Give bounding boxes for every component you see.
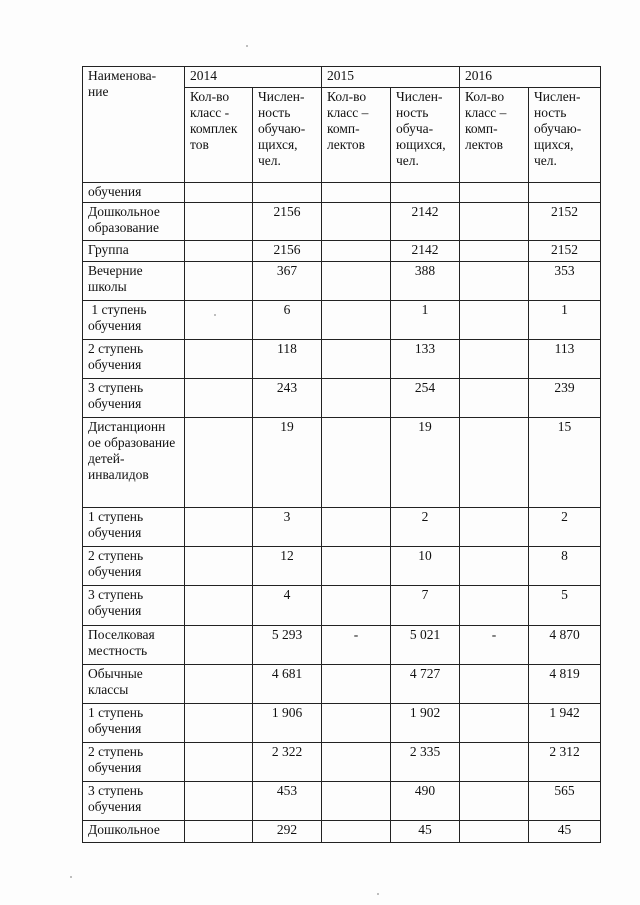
- cell: 367: [253, 262, 322, 301]
- table-row: [83, 203, 601, 241]
- row-name: Группа: [83, 241, 185, 262]
- cell: [460, 821, 529, 843]
- cell: [185, 508, 253, 547]
- cell: 2152: [529, 241, 601, 262]
- students-count-header: Числен-ность обучаю-щихся, чел.: [529, 88, 601, 183]
- row-name: 2 ступень обучения: [83, 340, 185, 379]
- cell: 1: [529, 301, 601, 340]
- cell: [460, 301, 529, 340]
- row-name: 1 ступень обучения: [83, 704, 185, 743]
- year-2016-header: 2016: [460, 67, 601, 88]
- classes-count-header: Кол-во класс – комп-лектов: [322, 88, 391, 183]
- classes-count-header: Кол-во класс – комп-лектов: [460, 88, 529, 183]
- table-row: [83, 418, 601, 508]
- cell: [460, 379, 529, 418]
- cell: [185, 301, 253, 340]
- cell: -: [460, 626, 529, 665]
- cell: [322, 379, 391, 418]
- row-name: Дистанционн ое образование детей-инвалидов: [83, 418, 185, 508]
- table-row: [83, 262, 601, 301]
- cell: 4 870: [529, 626, 601, 665]
- header-row-years: [83, 67, 601, 88]
- cell: 5 293: [253, 626, 322, 665]
- cell: 5 021: [391, 626, 460, 665]
- cell: 5: [529, 586, 601, 626]
- cell: [460, 704, 529, 743]
- cell: 2152: [529, 203, 601, 241]
- cell: 45: [529, 821, 601, 843]
- cell: 1: [391, 301, 460, 340]
- row-name: 3 ступень обучения: [83, 379, 185, 418]
- cell: 254: [391, 379, 460, 418]
- year-2015-header: 2015: [322, 67, 460, 88]
- row-name: 2 ступень обучения: [83, 547, 185, 586]
- cell: [322, 586, 391, 626]
- cell: [185, 586, 253, 626]
- header-name-cell: Наименова-ние: [83, 67, 185, 183]
- table-body: [83, 67, 601, 843]
- cell: [322, 782, 391, 821]
- year-2014-header: 2014: [185, 67, 322, 88]
- cell: 2142: [391, 203, 460, 241]
- cell: 2 335: [391, 743, 460, 782]
- table-row: [83, 704, 601, 743]
- cell: [322, 301, 391, 340]
- cell: 15: [529, 418, 601, 508]
- cell: [322, 203, 391, 241]
- cell: [322, 665, 391, 704]
- row-name: 2 ступень обучения: [83, 743, 185, 782]
- cell: [460, 183, 529, 203]
- cell: [185, 704, 253, 743]
- row-name: Обычные классы: [83, 665, 185, 704]
- cell: [391, 183, 460, 203]
- cell: 292: [253, 821, 322, 843]
- row-name: Вечерние школы: [83, 262, 185, 301]
- row-name: 3 ступень обучения: [83, 782, 185, 821]
- students-count-header: Числен-ность обучаю-щихся, чел.: [253, 88, 322, 183]
- cell: [322, 704, 391, 743]
- cell: 2 322: [253, 743, 322, 782]
- cell: 1 902: [391, 704, 460, 743]
- scan-speck: [214, 314, 216, 316]
- students-count-header: Числен-ность обуча-ющихся, чел.: [391, 88, 460, 183]
- cell: [185, 418, 253, 508]
- cell: [185, 782, 253, 821]
- cell: 239: [529, 379, 601, 418]
- cell: 2156: [253, 203, 322, 241]
- table-row: [83, 626, 601, 665]
- cell: 4 819: [529, 665, 601, 704]
- row-name: 3 ступень обучения: [83, 586, 185, 626]
- cell: 4 727: [391, 665, 460, 704]
- cell: [322, 821, 391, 843]
- cell: [460, 241, 529, 262]
- cell: [322, 418, 391, 508]
- cell: [253, 183, 322, 203]
- cell: [322, 508, 391, 547]
- table-row: [83, 821, 601, 843]
- table-row: [83, 183, 601, 203]
- cell: [185, 547, 253, 586]
- cell: 133: [391, 340, 460, 379]
- cell: 8: [529, 547, 601, 586]
- cell: [460, 782, 529, 821]
- cell: [529, 183, 601, 203]
- row-name: Поселковая местность: [83, 626, 185, 665]
- cell: [322, 340, 391, 379]
- cell: [460, 418, 529, 508]
- cell: 388: [391, 262, 460, 301]
- cell: [460, 508, 529, 547]
- cell: [460, 547, 529, 586]
- cell: 10: [391, 547, 460, 586]
- table-row: [83, 241, 601, 262]
- cell: 2: [529, 508, 601, 547]
- table-row: [83, 782, 601, 821]
- cell: [460, 665, 529, 704]
- table-row: [83, 379, 601, 418]
- row-name: Дошкольное образование: [83, 203, 185, 241]
- cell: 1 942: [529, 704, 601, 743]
- table-row: [83, 340, 601, 379]
- row-name: 1 ступень обучения: [83, 508, 185, 547]
- table-row: [83, 508, 601, 547]
- cell: 12: [253, 547, 322, 586]
- cell: 1 906: [253, 704, 322, 743]
- table-row: [83, 743, 601, 782]
- cell: 565: [529, 782, 601, 821]
- table-row: [83, 301, 601, 340]
- cell: 4 681: [253, 665, 322, 704]
- cell: [185, 262, 253, 301]
- cell: 243: [253, 379, 322, 418]
- statistics-table: [82, 66, 601, 843]
- cell: [185, 340, 253, 379]
- cell: [460, 262, 529, 301]
- cell: [185, 665, 253, 704]
- cell: 2156: [253, 241, 322, 262]
- cell: [460, 340, 529, 379]
- cell: 490: [391, 782, 460, 821]
- cell: 19: [253, 418, 322, 508]
- table-row: [83, 586, 601, 626]
- cell: 7: [391, 586, 460, 626]
- cell: [185, 203, 253, 241]
- row-name: Дошкольное: [83, 821, 185, 843]
- cell: [322, 183, 391, 203]
- cell: 45: [391, 821, 460, 843]
- cell: 113: [529, 340, 601, 379]
- cell: [322, 241, 391, 262]
- cell: 2: [391, 508, 460, 547]
- cell: 2 312: [529, 743, 601, 782]
- cell: 353: [529, 262, 601, 301]
- table-row: [83, 665, 601, 704]
- row-name: 1 ступень обучения: [83, 301, 185, 340]
- cell: [185, 743, 253, 782]
- classes-count-header: Кол-во класс - комплек тов: [185, 88, 253, 183]
- cell: [185, 183, 253, 203]
- cell: [322, 743, 391, 782]
- cell: [460, 203, 529, 241]
- scan-speck: [70, 876, 72, 878]
- cell: [185, 379, 253, 418]
- cell: [460, 743, 529, 782]
- cell: [185, 821, 253, 843]
- cell: 118: [253, 340, 322, 379]
- cell: 2142: [391, 241, 460, 262]
- cell: 4: [253, 586, 322, 626]
- scan-speck: [246, 45, 248, 47]
- cell: 19: [391, 418, 460, 508]
- cell: 6: [253, 301, 322, 340]
- cell: -: [322, 626, 391, 665]
- cell: [185, 241, 253, 262]
- scan-speck: [377, 893, 379, 895]
- cell: [322, 547, 391, 586]
- cell: [322, 262, 391, 301]
- row-name: обучения: [83, 183, 185, 203]
- cell: 3: [253, 508, 322, 547]
- cell: 453: [253, 782, 322, 821]
- cell: [185, 626, 253, 665]
- table-row: [83, 547, 601, 586]
- cell: [460, 586, 529, 626]
